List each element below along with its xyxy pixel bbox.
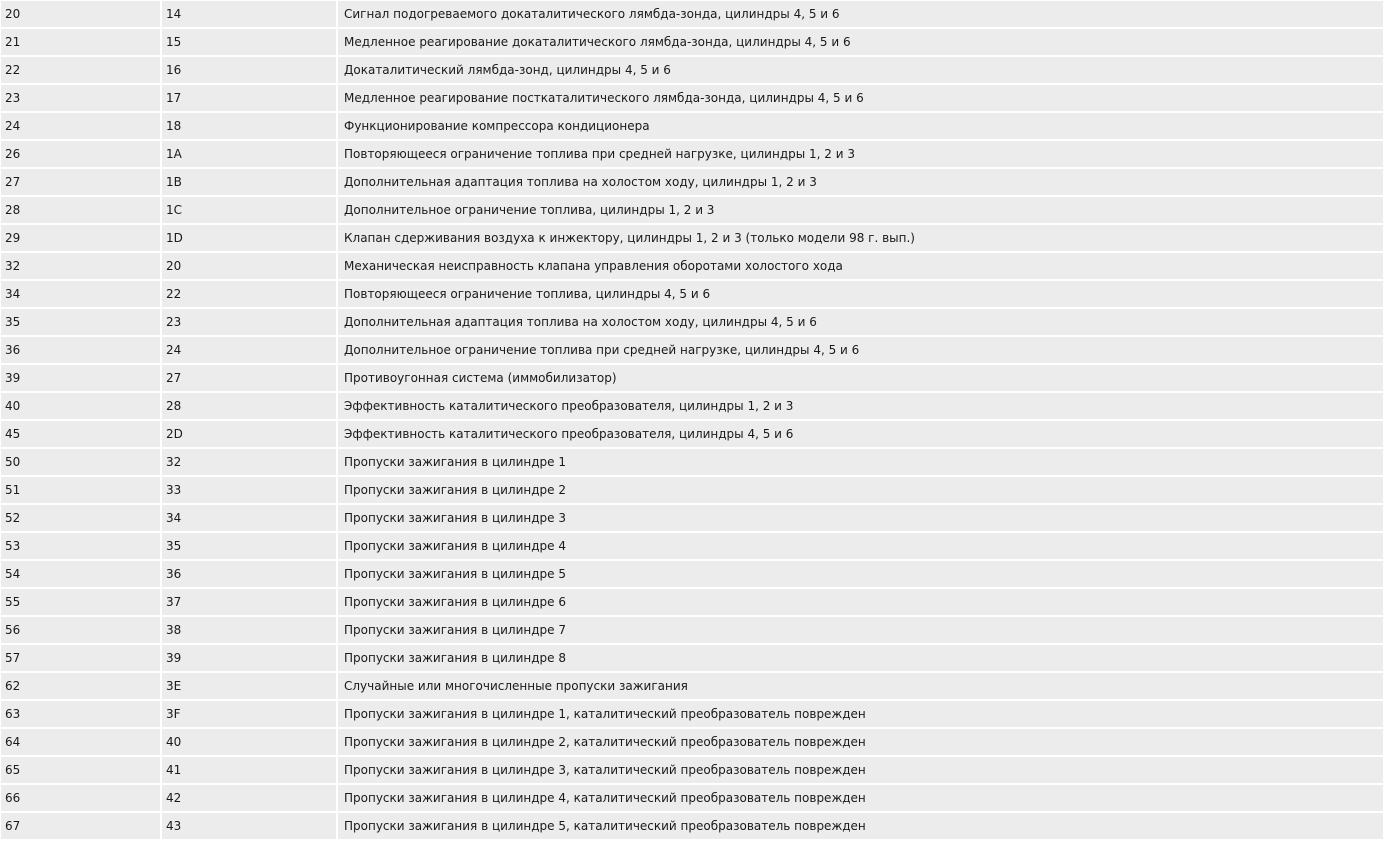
- description-cell: Эффективность каталитического преобразователя, цилиндры 4, 5 и 6: [338, 421, 1383, 447]
- hex-code-cell: 18: [162, 113, 336, 139]
- hex-code-cell: 33: [162, 477, 336, 503]
- table-row: [1, 421, 1383, 447]
- description-cell: Пропуски зажигания в цилиндре 4: [338, 533, 1383, 559]
- code-cell: 36: [1, 337, 160, 363]
- code-cell: 64: [1, 729, 160, 755]
- description-cell: Клапан сдерживания воздуха к инжектору, цилиндры 1, 2 и 3 (только модели 98 г. вып.): [338, 225, 1383, 251]
- table-row: [1, 1, 1383, 27]
- table-row: [1, 589, 1383, 615]
- table-row: [1, 477, 1383, 503]
- hex-code-cell: 1B: [162, 169, 336, 195]
- table-row: [1, 253, 1383, 279]
- description-cell: Дополнительная адаптация топлива на холостом ходу, цилиндры 4, 5 и 6: [338, 309, 1383, 335]
- hex-code-cell: 23: [162, 309, 336, 335]
- code-cell: 27: [1, 169, 160, 195]
- code-cell: 56: [1, 617, 160, 643]
- description-cell: Функционирование компрессора кондиционера: [338, 113, 1383, 139]
- table-body: [1, 1, 1383, 839]
- table-row: [1, 561, 1383, 587]
- code-cell: 29: [1, 225, 160, 251]
- code-cell: 28: [1, 197, 160, 223]
- hex-code-cell: 38: [162, 617, 336, 643]
- hex-code-cell: 42: [162, 785, 336, 811]
- code-cell: 57: [1, 645, 160, 671]
- hex-code-cell: 39: [162, 645, 336, 671]
- table-row: [1, 617, 1383, 643]
- table-row: [1, 813, 1383, 839]
- code-cell: 53: [1, 533, 160, 559]
- table-row: [1, 533, 1383, 559]
- code-cell: 34: [1, 281, 160, 307]
- description-cell: Дополнительное ограничение топлива при средней нагрузке, цилиндры 4, 5 и 6: [338, 337, 1383, 363]
- description-cell: Пропуски зажигания в цилиндре 7: [338, 617, 1383, 643]
- description-cell: Пропуски зажигания в цилиндре 5, каталитический преобразователь поврежден: [338, 813, 1383, 839]
- hex-code-cell: 17: [162, 85, 336, 111]
- table-row: [1, 729, 1383, 755]
- table-row: [1, 169, 1383, 195]
- table-row: [1, 113, 1383, 139]
- hex-code-cell: 28: [162, 393, 336, 419]
- code-cell: 24: [1, 113, 160, 139]
- hex-code-cell: 37: [162, 589, 336, 615]
- description-cell: Эффективность каталитического преобразователя, цилиндры 1, 2 и 3: [338, 393, 1383, 419]
- code-cell: 66: [1, 785, 160, 811]
- description-cell: Повторяющееся ограничение топлива, цилиндры 4, 5 и 6: [338, 281, 1383, 307]
- code-cell: 26: [1, 141, 160, 167]
- code-cell: 40: [1, 393, 160, 419]
- code-cell: 65: [1, 757, 160, 783]
- hex-code-cell: 35: [162, 533, 336, 559]
- hex-code-cell: 1D: [162, 225, 336, 251]
- description-cell: Механическая неисправность клапана управления оборотами холостого хода: [338, 253, 1383, 279]
- description-cell: Пропуски зажигания в цилиндре 3, каталитический преобразователь поврежден: [338, 757, 1383, 783]
- table-row: [1, 673, 1383, 699]
- code-cell: 20: [1, 1, 160, 27]
- code-cell: 45: [1, 421, 160, 447]
- hex-code-cell: 41: [162, 757, 336, 783]
- table-row: [1, 85, 1383, 111]
- hex-code-cell: 36: [162, 561, 336, 587]
- table-row: [1, 225, 1383, 251]
- hex-code-cell: 16: [162, 57, 336, 83]
- description-cell: Пропуски зажигания в цилиндре 2: [338, 477, 1383, 503]
- table-row: [1, 197, 1383, 223]
- description-cell: Пропуски зажигания в цилиндре 4, каталитический преобразователь поврежден: [338, 785, 1383, 811]
- hex-code-cell: 34: [162, 505, 336, 531]
- table-row: [1, 365, 1383, 391]
- code-cell: 51: [1, 477, 160, 503]
- description-cell: Дополнительное ограничение топлива, цилиндры 1, 2 и 3: [338, 197, 1383, 223]
- table-row: [1, 393, 1383, 419]
- code-cell: 22: [1, 57, 160, 83]
- code-cell: 63: [1, 701, 160, 727]
- hex-code-cell: 2D: [162, 421, 336, 447]
- code-cell: 21: [1, 29, 160, 55]
- table-row: [1, 337, 1383, 363]
- description-cell: Пропуски зажигания в цилиндре 2, каталитический преобразователь поврежден: [338, 729, 1383, 755]
- description-cell: Случайные или многочисленные пропуски зажигания: [338, 673, 1383, 699]
- code-cell: 55: [1, 589, 160, 615]
- code-cell: 50: [1, 449, 160, 475]
- code-cell: 52: [1, 505, 160, 531]
- table-row: [1, 785, 1383, 811]
- code-cell: 35: [1, 309, 160, 335]
- code-cell: 23: [1, 85, 160, 111]
- description-cell: Пропуски зажигания в цилиндре 8: [338, 645, 1383, 671]
- table-row: [1, 57, 1383, 83]
- hex-code-cell: 15: [162, 29, 336, 55]
- hex-code-cell: 43: [162, 813, 336, 839]
- code-cell: 39: [1, 365, 160, 391]
- hex-code-cell: 22: [162, 281, 336, 307]
- table-row: [1, 757, 1383, 783]
- hex-code-cell: 20: [162, 253, 336, 279]
- hex-code-cell: 32: [162, 449, 336, 475]
- table-row: [1, 701, 1383, 727]
- description-cell: Пропуски зажигания в цилиндре 6: [338, 589, 1383, 615]
- table-row: [1, 309, 1383, 335]
- hex-code-cell: 40: [162, 729, 336, 755]
- code-cell: 62: [1, 673, 160, 699]
- description-cell: Пропуски зажигания в цилиндре 5: [338, 561, 1383, 587]
- description-cell: Сигнал подогреваемого докаталитического лямбда-зонда, цилиндры 4, 5 и 6: [338, 1, 1383, 27]
- description-cell: Медленное реагирование докаталитического лямбда-зонда, цилиндры 4, 5 и 6: [338, 29, 1383, 55]
- hex-code-cell: 27: [162, 365, 336, 391]
- hex-code-cell: 24: [162, 337, 336, 363]
- description-cell: Медленное реагирование посткаталитического лямбда-зонда, цилиндры 4, 5 и 6: [338, 85, 1383, 111]
- description-cell: Противоугонная система (иммобилизатор): [338, 365, 1383, 391]
- description-cell: Дополнительная адаптация топлива на холостом ходу, цилиндры 1, 2 и 3: [338, 169, 1383, 195]
- code-cell: 32: [1, 253, 160, 279]
- hex-code-cell: 1C: [162, 197, 336, 223]
- description-cell: Пропуски зажигания в цилиндре 3: [338, 505, 1383, 531]
- table-row: [1, 29, 1383, 55]
- hex-code-cell: 3E: [162, 673, 336, 699]
- table-row: [1, 505, 1383, 531]
- description-cell: Пропуски зажигания в цилиндре 1, каталитический преобразователь поврежден: [338, 701, 1383, 727]
- description-cell: Пропуски зажигания в цилиндре 1: [338, 449, 1383, 475]
- code-cell: 54: [1, 561, 160, 587]
- hex-code-cell: 1A: [162, 141, 336, 167]
- description-cell: Повторяющееся ограничение топлива при средней нагрузке, цилиндры 1, 2 и 3: [338, 141, 1383, 167]
- hex-code-cell: 14: [162, 1, 336, 27]
- table-row: [1, 141, 1383, 167]
- code-cell: 67: [1, 813, 160, 839]
- table-row: [1, 645, 1383, 671]
- table-row: [1, 449, 1383, 475]
- table-row: [1, 281, 1383, 307]
- hex-code-cell: 3F: [162, 701, 336, 727]
- description-cell: Докаталитический лямбда-зонд, цилиндры 4, 5 и 6: [338, 57, 1383, 83]
